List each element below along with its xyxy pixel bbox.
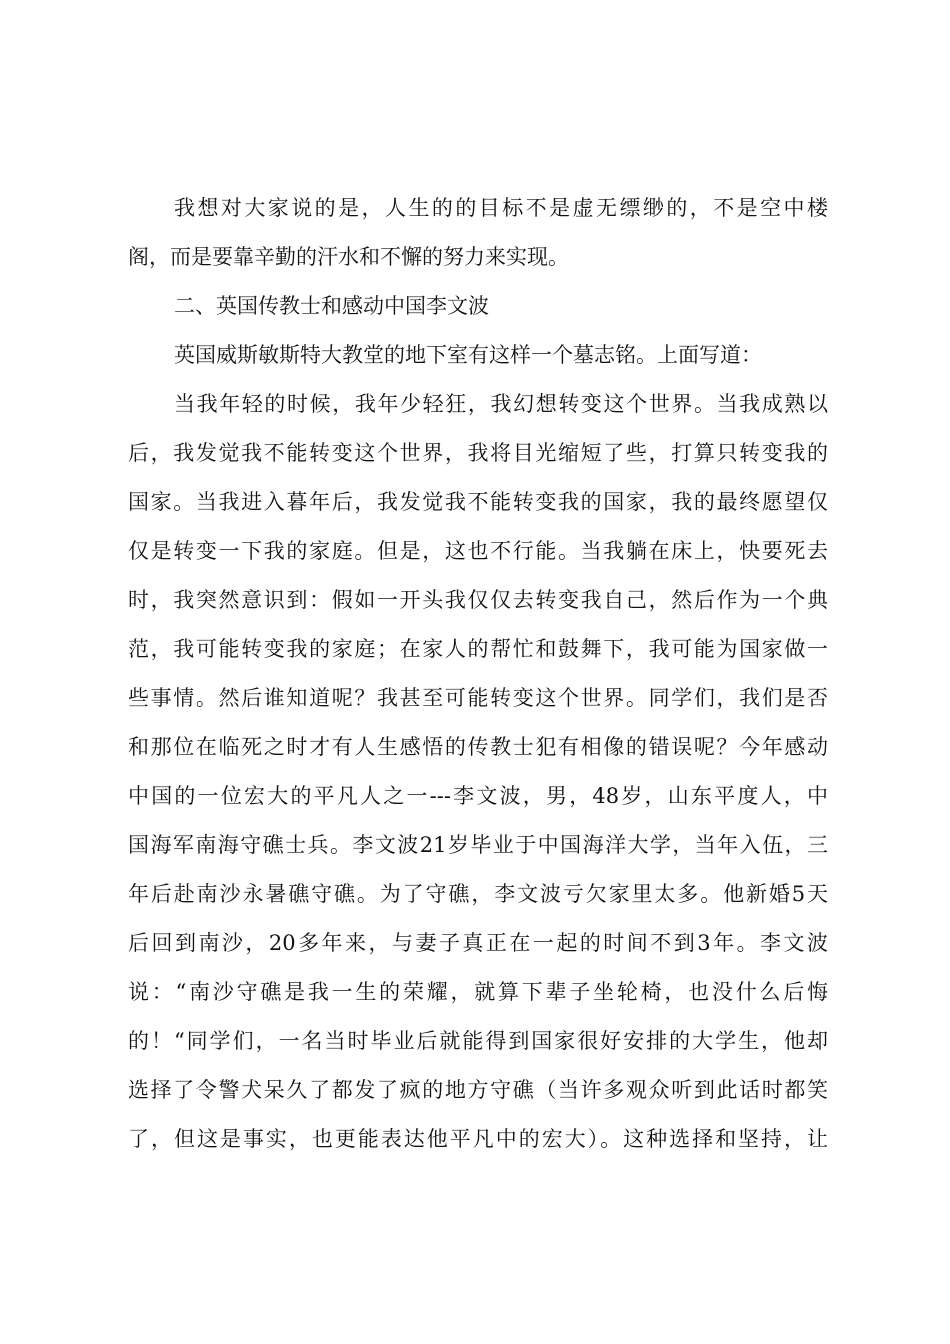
paragraph-line: 我想对大家说的是，人生的的目标不是虚无缥缈的，不是空中楼 [174,196,828,220]
paragraph-line: 范，我可能转变我的家庭；在家人的帮忙和鼓舞下，我可能为国家做一 [128,637,828,661]
paragraph-line: 和那位在临死之时才有人生感悟的传教士犯有相像的错误呢？今年感动 [128,735,828,759]
paragraph-line: 后，我发觉我不能转变这个世界，我将目光缩短了些，打算只转变我的 [128,441,828,465]
paragraph-line: 国家。当我进入暮年后，我发觉我不能转变我的国家，我的最终愿望仅 [128,490,828,514]
paragraph-line: 说：“南沙守礁是我一生的荣耀，就算下辈子坐轮椅，也没什么后悔 [128,980,828,1004]
paragraph-line: 选择了令警犬呆久了都发了疯的地方守礁（当许多观众听到此话时都笑 [128,1078,828,1102]
paragraph-line: 当我年轻的时候，我年少轻狂，我幻想转变这个世界。当我成熟以 [174,392,828,416]
paragraph-line: 阁，而是要靠辛勤的汗水和不懈的努力来实现。 [128,245,569,269]
paragraph-line: 时，我突然意识到：假如一开头我仅仅去转变我自己，然后作为一个典 [128,588,828,612]
paragraph-line: 英国威斯敏斯特大教堂的地下室有这样一个墓志铭。上面写道： [174,343,762,367]
paragraph-line: 中国的一位宏大的平凡人之一---李文波，男，48岁，山东平度人，中 [128,784,828,808]
section-heading: 二、英国传教士和感动中国李文波 [174,294,489,318]
paragraph-line: 国海军南海守礁士兵。李文波21岁毕业于中国海洋大学，当年入伍，三 [128,833,828,857]
paragraph-line: 年后赴南沙永暑礁守礁。为了守礁，李文波亏欠家里太多。他新婚5天 [128,882,828,906]
paragraph-line: 了，但这是事实，也更能表达他平凡中的宏大）。这种选择和坚持，让 [128,1127,828,1151]
document-body [128,184,828,1164]
paragraph-line: 仅是转变一下我的家庭。但是，这也不行能。当我躺在床上，快要死去 [128,539,828,563]
paragraph-line: 后回到南沙，20多年来，与妻子真正在一起的时间不到3年。李文波 [128,931,828,955]
paragraph-line: 些事情。然后谁知道呢？我甚至可能转变这个世界。同学们，我们是否 [128,686,828,710]
paragraph-line: 的！“同学们，一名当时毕业后就能得到国家很好安排的大学生，他却 [128,1029,828,1053]
